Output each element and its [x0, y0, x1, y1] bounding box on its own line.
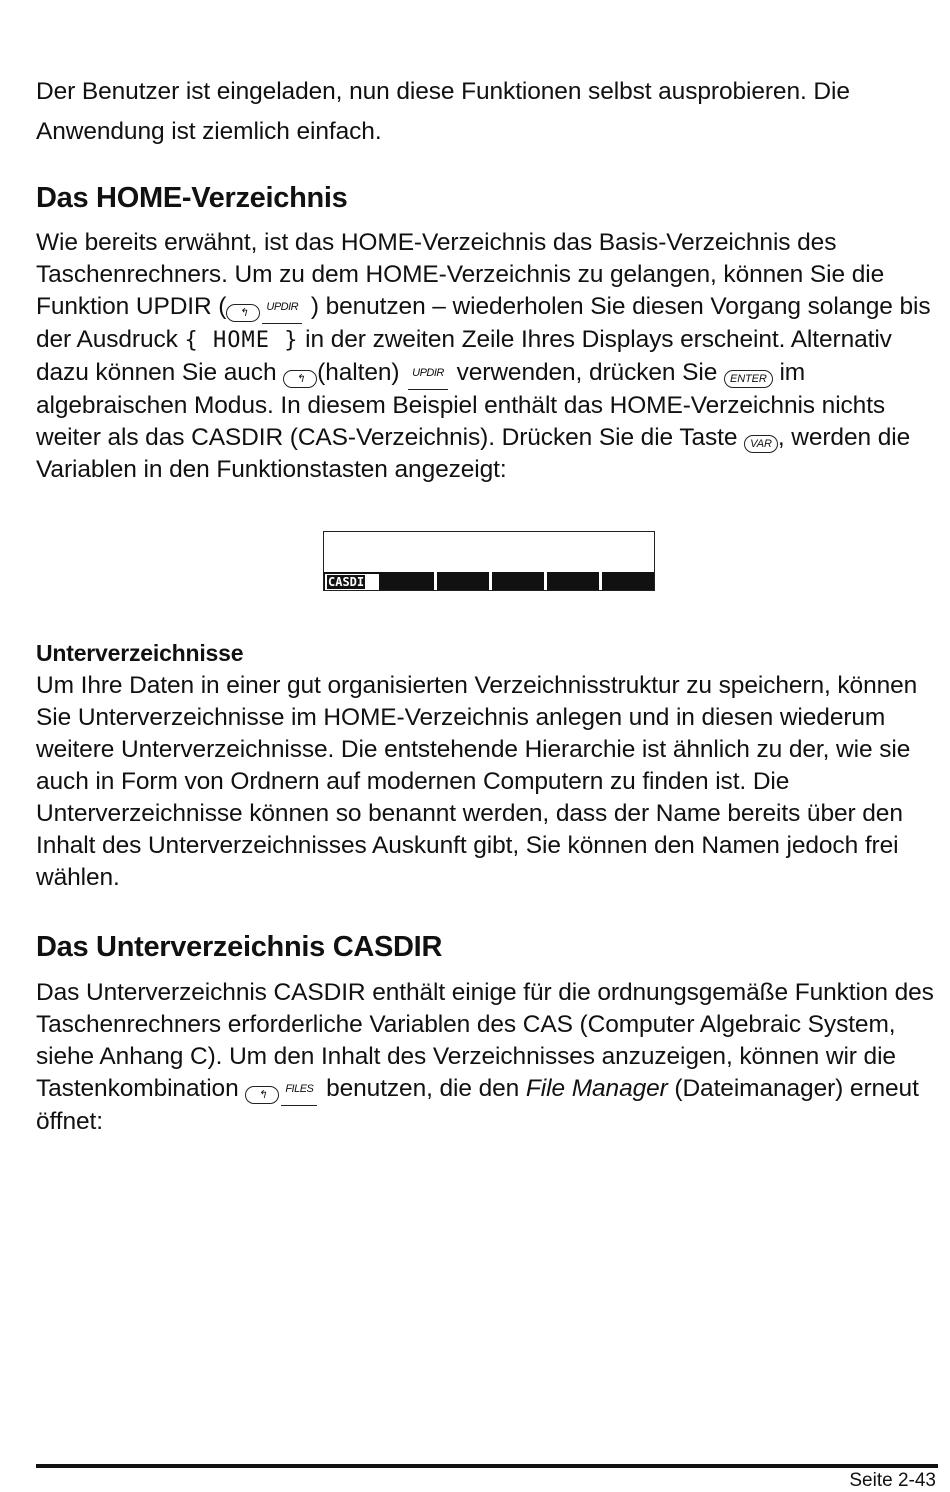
subdirectories-paragraph: Um Ihre Daten in einer gut organisierten Verzeichnisstruktur zu speichern, können Sie Unterverzeichnisse im HOME-Verzeichnis anlegen und in diesen wiederum weitere Unterverzeichnisse. Die entstehende Hierarchie ist ähnlich zu der, wie sie auch in Form von Ordnern auf modernen Computern zu finden ist. Die Unterverzeichnisse können so benannt werden, dass der Name bereits über den Inhalt des Unterverzeichnisses Auskunft gibt, Sie können den Namen jedoch frei wählen. [36, 672, 918, 891]
footer-divider [36, 1464, 938, 1468]
softkey-empty [547, 572, 602, 590]
intro-line-1: Der Benutzer ist eingeladen, nun diese Funktionen selbst ausprobieren. Die [36, 78, 850, 105]
intro-paragraph [36, 72, 850, 152]
cas-text-2: benutzen, die den [319, 1075, 526, 1102]
left-shift-key-icon: ↰ [283, 370, 317, 388]
home-text-5: verwenden, drücken Sie [449, 359, 724, 386]
updir-softkey-icon: UPDIR [408, 357, 448, 390]
casdir-paragraph [36, 977, 938, 1138]
heading-subdirectories: Unterverzeichnisse [36, 640, 244, 666]
cas-text-1: Das Unterverzeichnis CASDIR enthält einige für die ordnungsgemäße Funktion des Taschenrechners erforderliche Variablen des CAS (Computer Algebraic System, siehe Anhang C). Um den Inhalt des Verzeichnisses anzuzeigen, können wir die Tastenkombination [36, 979, 934, 1102]
page-number: Seite 2-43 [849, 1470, 936, 1491]
calculator-screen [323, 531, 655, 591]
heading-home-directory: Das HOME-Verzeichnis [36, 182, 348, 214]
softkey-menu [324, 572, 654, 590]
heading-casdir: Das Unterverzeichnis CASDIR [36, 931, 443, 963]
softkey-empty [492, 572, 547, 590]
home-display-text: { HOME } [184, 328, 299, 353]
home-text-7: , werden die Variablen in den Funktionstasten angezeigt: [36, 424, 911, 483]
left-shift-key-icon: ↰ [226, 304, 260, 322]
home-paragraph [36, 227, 938, 486]
softkey-empty [382, 572, 437, 590]
home-text-2: ) benutzen – wiederholen Sie diesen Vorgang solange bis der Ausdruck [36, 293, 931, 353]
softkey-empty [437, 572, 492, 590]
var-key-icon: VAR [744, 435, 778, 453]
updir-softkey-icon: UPDIR [262, 291, 302, 324]
softkey-empty [602, 572, 654, 590]
home-text-3: in der zweiten Zeile Ihres Displays erscheint. Alternativ dazu können Sie auch [36, 326, 892, 386]
enter-key-icon: ENTER [724, 370, 773, 388]
intro-line-2: Anwendung ist ziemlich einfach. [36, 118, 382, 145]
file-manager-italic: File Manager [525, 1075, 668, 1102]
softkey-casdir: CASDI [325, 574, 382, 590]
left-shift-key-icon: ↰ [245, 1086, 279, 1104]
cas-text-3: (Dateimanager) erneut öffnet: [36, 1075, 919, 1135]
home-text-4: (halten) [317, 359, 407, 386]
files-softkey-icon: FILES [281, 1073, 317, 1106]
home-text-6: im algebraischen Modus. In diesem Beispiel enthält das HOME-Verzeichnis nichts weiter als das CASDIR (CAS-Verzeichnis). Drücken Sie die Taste [36, 359, 886, 451]
home-text-1: Wie bereits erwähnt, ist das HOME-Verzeichnis das Basis-Verzeichnis des Taschenrechners. Um zu dem HOME-Verzeichnis zu gelangen, können Sie die Funktion UPDIR ( [36, 229, 885, 320]
